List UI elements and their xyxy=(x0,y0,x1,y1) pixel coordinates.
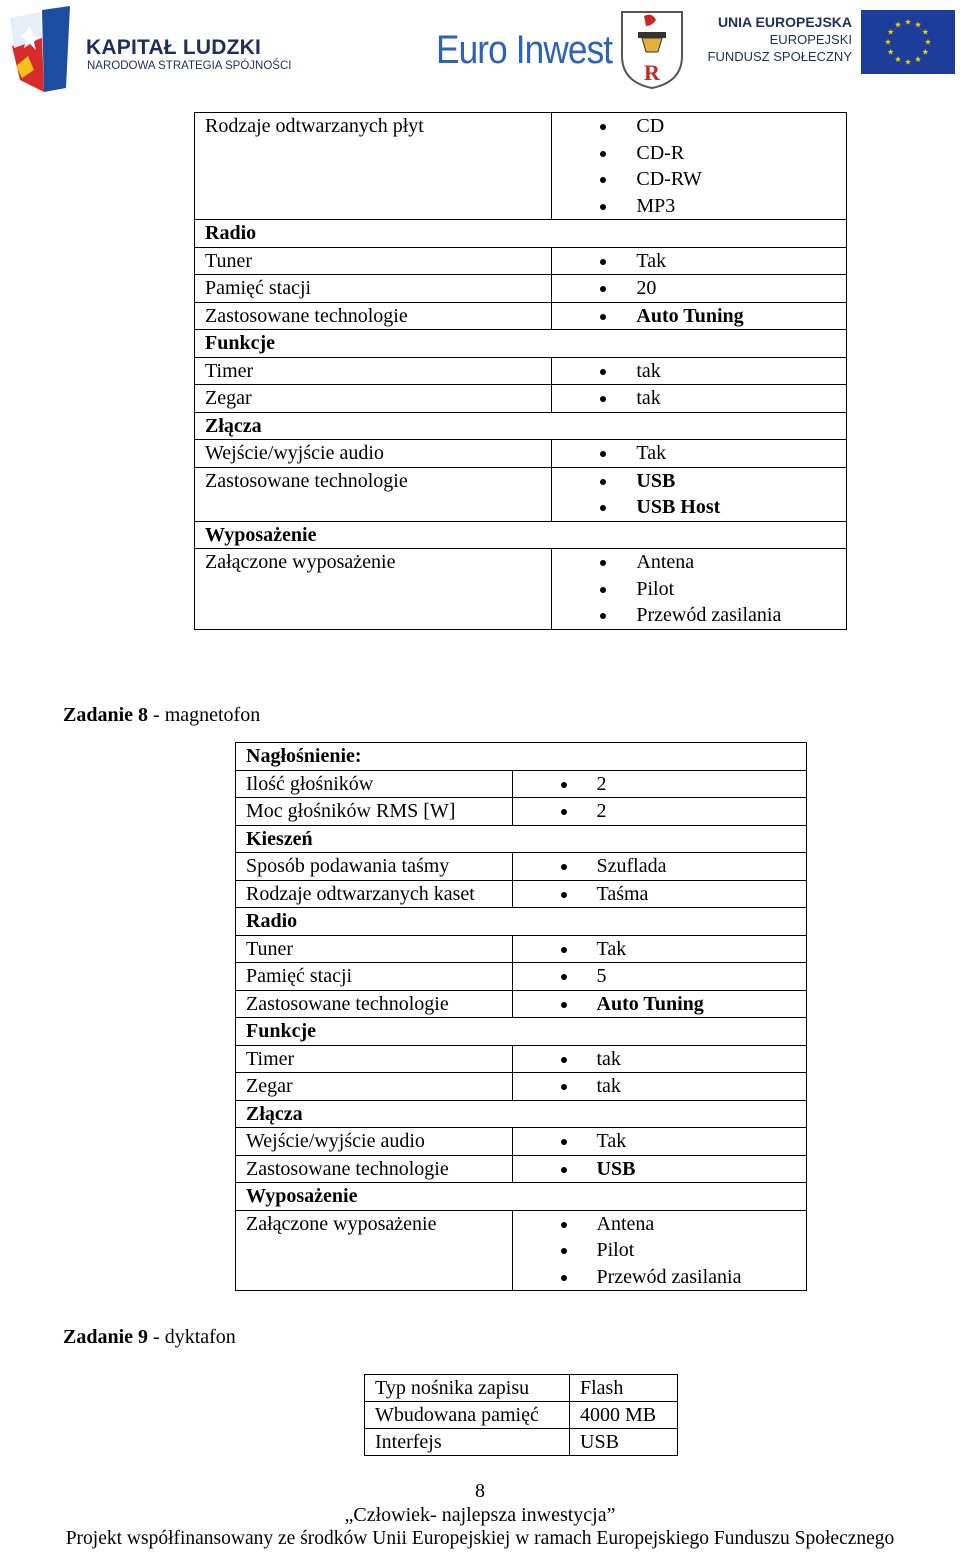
bullet-list xyxy=(513,881,797,908)
row-value xyxy=(512,798,807,826)
spec-table-2 xyxy=(235,742,807,1291)
bullet-item: Tak xyxy=(552,248,836,275)
row-value xyxy=(512,1210,807,1291)
table-row xyxy=(195,275,847,303)
task-9-heading xyxy=(63,1326,236,1349)
row-value xyxy=(512,770,807,798)
bullet-item: Tak xyxy=(513,936,797,963)
bullet-item: Pilot xyxy=(552,576,836,603)
bullet-list xyxy=(552,248,836,275)
section-heading: Nagłośnienie: xyxy=(236,743,807,771)
section-row xyxy=(236,1018,807,1046)
bullet-item: tak xyxy=(513,1073,797,1100)
row-value xyxy=(512,935,807,963)
row-label: Zegar xyxy=(195,385,552,413)
table-row xyxy=(195,113,847,220)
bullet-item: Auto Tuning xyxy=(552,303,836,330)
section-row xyxy=(195,330,847,358)
table-row xyxy=(236,963,807,991)
footer-funding: Projekt współfinansowany ze środków Unii Europejskiej w ramach Europejskiego Funduszu Społecznego xyxy=(65,1528,895,1549)
eu-text-block xyxy=(706,14,852,65)
eu-flag-icon xyxy=(861,10,955,74)
row-label: Wejście/wyjście audio xyxy=(236,1128,513,1156)
row-label: Wbudowana pamięć xyxy=(365,1402,570,1429)
section-heading: Radio xyxy=(236,908,807,936)
bullet-item: tak xyxy=(513,1046,797,1073)
bullet-list xyxy=(552,549,836,629)
row-value xyxy=(512,990,807,1018)
spec-table-3 xyxy=(364,1374,678,1456)
bullet-item: CD-RW xyxy=(552,166,836,193)
task-8-heading xyxy=(63,704,260,727)
crest-letter: R xyxy=(644,60,660,85)
table-row xyxy=(195,357,847,385)
bullet-list xyxy=(552,358,836,385)
bullet-list xyxy=(552,385,836,412)
task-8-number: Zadanie 8 xyxy=(63,704,149,726)
bullet-item: Taśma xyxy=(513,881,797,908)
row-value xyxy=(512,963,807,991)
section-heading: Kieszeń xyxy=(236,825,807,853)
row-value xyxy=(552,440,847,468)
section-heading: Wyposażenie xyxy=(236,1183,807,1211)
table-row xyxy=(236,1128,807,1156)
row-value xyxy=(512,1045,807,1073)
bullet-item: Szuflada xyxy=(513,853,797,880)
row-label: Zegar xyxy=(236,1073,513,1101)
section-row xyxy=(236,1183,807,1211)
section-row xyxy=(195,521,847,549)
table-row xyxy=(236,880,807,908)
bullet-list xyxy=(513,1073,797,1100)
kapital-ludzki-subtitle: NARODOWA STRATEGIA SPÓJNOŚCI xyxy=(87,60,292,72)
row-label: Załączone wyposażenie xyxy=(236,1210,513,1291)
section-heading: Złącza xyxy=(195,412,847,440)
row-label: Wejście/wyjście audio xyxy=(195,440,552,468)
page-number: 8 xyxy=(475,1480,485,1502)
section-row xyxy=(236,825,807,853)
row-value xyxy=(512,880,807,908)
table-row xyxy=(195,247,847,275)
row-value: Flash xyxy=(570,1375,678,1402)
table-row xyxy=(236,1155,807,1183)
row-value xyxy=(552,275,847,303)
row-value xyxy=(512,1155,807,1183)
section-heading: Funkcje xyxy=(195,330,847,358)
bullet-item: Antena xyxy=(513,1211,797,1238)
coat-of-arms-icon xyxy=(618,8,686,90)
bullet-list xyxy=(513,798,797,825)
row-label: Moc głośników RMS [W] xyxy=(236,798,513,826)
row-label: Ilość głośników xyxy=(236,770,513,798)
kapital-ludzki-emblem-icon xyxy=(6,6,76,94)
row-label: Zastosowane technologie xyxy=(236,990,513,1018)
bullet-item: CD-R xyxy=(552,140,836,167)
bullet-item: Pilot xyxy=(513,1237,797,1264)
bullet-list xyxy=(513,1128,797,1155)
row-label: Rodzaje odtwarzanych płyt xyxy=(195,113,552,220)
bullet-list xyxy=(513,771,797,798)
task-9-title: - dyktafon xyxy=(148,1326,236,1348)
section-row xyxy=(195,412,847,440)
row-label: Załączone wyposażenie xyxy=(195,549,552,630)
task-9-number: Zadanie 9 xyxy=(63,1326,149,1348)
kapital-ludzki-title: KAPITAŁ LUDZKI xyxy=(86,36,262,59)
task-8-title: - magnetofon xyxy=(148,704,261,726)
table-row xyxy=(365,1402,678,1429)
bullet-item: Tak xyxy=(552,440,836,467)
bullet-list xyxy=(552,113,836,219)
bullet-item: 2 xyxy=(513,798,797,825)
section-heading: Funkcje xyxy=(236,1018,807,1046)
row-label: Pamięć stacji xyxy=(236,963,513,991)
section-row xyxy=(236,908,807,936)
bullet-item: Przewód zasilania xyxy=(552,602,836,629)
row-value xyxy=(512,1128,807,1156)
row-value: 4000 MB xyxy=(570,1402,678,1429)
row-label: Tuner xyxy=(195,247,552,275)
bullet-list xyxy=(513,991,797,1018)
table-row xyxy=(236,990,807,1018)
row-value xyxy=(552,302,847,330)
row-label: Sposób podawania taśmy xyxy=(236,853,513,881)
bullet-list xyxy=(513,963,797,990)
bullet-list xyxy=(513,853,797,880)
table-row xyxy=(195,440,847,468)
bullet-item: 5 xyxy=(513,963,797,990)
row-label: Zastosowane technologie xyxy=(195,302,552,330)
table-row xyxy=(236,1045,807,1073)
bullet-item: Auto Tuning xyxy=(513,991,797,1018)
row-label: Zastosowane technologie xyxy=(195,467,552,521)
footer-slogan: „Człowiek- najlepsza inwestycja” xyxy=(344,1504,616,1526)
table-row xyxy=(365,1375,678,1402)
row-label: Interfejs xyxy=(365,1429,570,1456)
eu-line-2: EUROPEJSKI xyxy=(769,32,852,47)
spec-table-1 xyxy=(194,112,847,630)
section-heading: Wyposażenie xyxy=(195,521,847,549)
page-header xyxy=(0,0,960,100)
bullet-list xyxy=(552,440,836,467)
row-value xyxy=(512,1073,807,1101)
table-row xyxy=(236,853,807,881)
table-row xyxy=(236,935,807,963)
bullet-item: CD xyxy=(552,113,836,140)
bullet-list xyxy=(513,1211,797,1291)
section-heading: Radio xyxy=(195,220,847,248)
bullet-item: Tak xyxy=(513,1128,797,1155)
bullet-list xyxy=(513,936,797,963)
bullet-item: Przewód zasilania xyxy=(513,1264,797,1291)
section-row xyxy=(195,220,847,248)
bullet-item: Antena xyxy=(552,549,836,576)
bullet-item: MP3 xyxy=(552,193,836,220)
row-value xyxy=(552,113,847,220)
bullet-list xyxy=(552,303,836,330)
row-value: USB xyxy=(570,1429,678,1456)
euro-inwest-logo: Euro Inwest xyxy=(436,28,613,72)
section-heading: Złącza xyxy=(236,1100,807,1128)
table-row xyxy=(195,549,847,630)
bullet-item: 20 xyxy=(552,275,836,302)
bullet-item: USB Host xyxy=(552,494,836,521)
row-label: Zastosowane technologie xyxy=(236,1155,513,1183)
bullet-list xyxy=(513,1046,797,1073)
row-label: Pamięć stacji xyxy=(195,275,552,303)
bullet-list xyxy=(552,275,836,302)
bullet-list xyxy=(552,468,836,521)
row-value xyxy=(552,247,847,275)
eu-line-1: UNIA EUROPEJSKA xyxy=(717,14,852,30)
row-value xyxy=(552,385,847,413)
bullet-item: 2 xyxy=(513,771,797,798)
table-row xyxy=(236,770,807,798)
section-row xyxy=(236,743,807,771)
row-label: Timer xyxy=(236,1045,513,1073)
row-value xyxy=(552,357,847,385)
bullet-item: USB xyxy=(513,1156,797,1183)
table-row xyxy=(236,798,807,826)
table-row xyxy=(236,1073,807,1101)
row-value xyxy=(512,853,807,881)
table-row xyxy=(195,385,847,413)
bullet-item: tak xyxy=(552,385,836,412)
table-row xyxy=(195,302,847,330)
bullet-list xyxy=(513,1156,797,1183)
eu-line-3: FUNDUSZ SPOŁECZNY xyxy=(707,49,852,64)
row-label: Tuner xyxy=(236,935,513,963)
table-row xyxy=(195,467,847,521)
row-value xyxy=(552,467,847,521)
bullet-item: tak xyxy=(552,358,836,385)
table-row xyxy=(236,1210,807,1291)
row-label: Timer xyxy=(195,357,552,385)
row-value xyxy=(552,549,847,630)
bullet-item: USB xyxy=(552,468,836,495)
row-label: Rodzaje odtwarzanych kaset xyxy=(236,880,513,908)
table-row xyxy=(365,1429,678,1456)
section-row xyxy=(236,1100,807,1128)
row-label: Typ nośnika zapisu xyxy=(365,1375,570,1402)
